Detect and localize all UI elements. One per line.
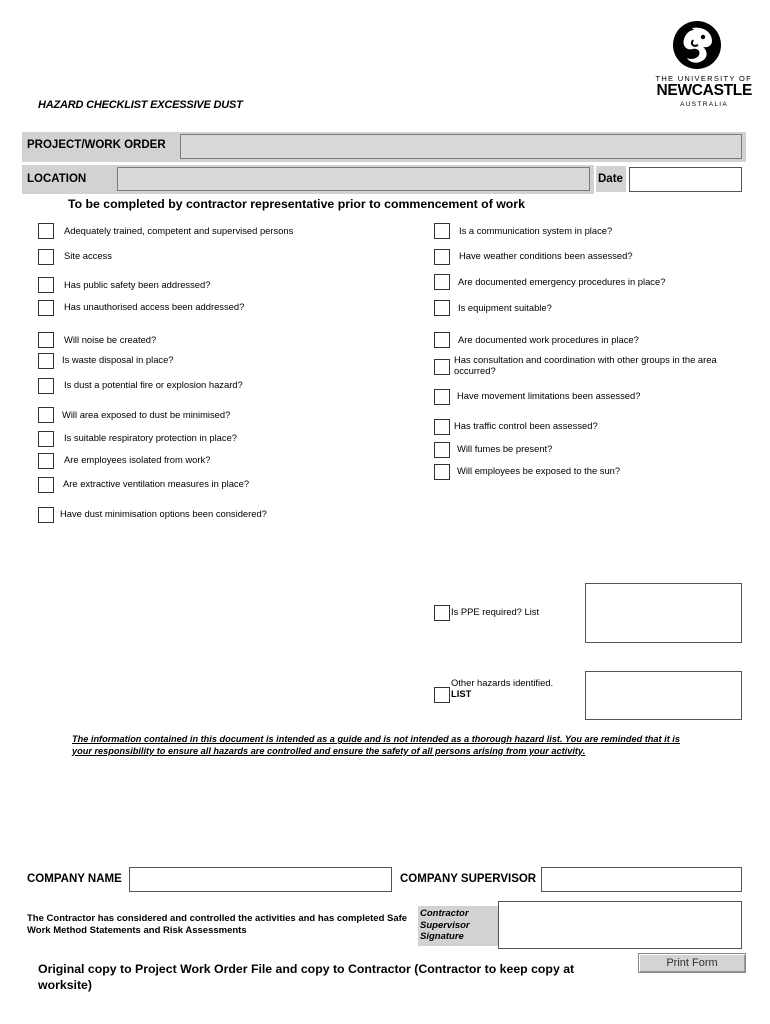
question-fire-explosion: Is dust a potential fire or explosion hazard? [64, 379, 243, 390]
checkbox-weather[interactable] [434, 249, 450, 265]
supervisor-signature-field[interactable] [498, 901, 742, 949]
checkbox-noise[interactable] [38, 332, 54, 348]
question-work-procedures: Are documented work procedures in place? [458, 334, 639, 345]
signature-label-line-1: Contractor [420, 908, 469, 919]
checkbox-waste-disposal[interactable] [38, 353, 54, 369]
checkbox-emergency-procedures[interactable] [434, 274, 450, 290]
question-site-access: Site access [64, 250, 112, 261]
checkbox-work-procedures[interactable] [434, 332, 450, 348]
signature-label [420, 908, 500, 943]
question-area-exposed: Will area exposed to dust be minimised? [62, 409, 231, 420]
checkbox-communication[interactable] [434, 223, 450, 239]
company-supervisor-input[interactable] [541, 867, 742, 892]
logo-line-3: AUSTRALIA [680, 101, 728, 108]
disclaimer-text: The information contained in this document is intended as a guide and is not intended as a thorough hazard list. You are reminded that it is your responsibility to ensure all hazards are controlled and ensure the safety of all persons arising from your activity. [72, 734, 680, 756]
checkbox-extractive-ventilation[interactable] [38, 477, 54, 493]
company-supervisor-label: COMPANY SUPERVISOR [400, 873, 537, 885]
company-name-input[interactable] [129, 867, 392, 892]
seahorse-logo-icon [672, 20, 724, 70]
document-title: HAZARD CHECKLIST EXCESSIVE DUST [38, 99, 243, 111]
checkbox-area-exposed[interactable] [38, 407, 54, 423]
checkbox-trained-persons[interactable] [38, 223, 54, 239]
question-employees-isolated: Are employees isolated from work? [64, 454, 211, 465]
question-extractive-ventilation: Are extractive ventilation measures in place? [63, 478, 250, 489]
question-respiratory: Is suitable respiratory protection in place? [64, 432, 238, 443]
question-waste-disposal: Is waste disposal in place? [62, 354, 174, 365]
other-hazards-label: Other hazards identified. [451, 677, 554, 688]
checkbox-employees-isolated[interactable] [38, 453, 54, 469]
checkbox-ppe[interactable] [434, 605, 450, 621]
question-unauthorised-access: Has unauthorised access been addressed? [64, 301, 245, 312]
checkbox-unauthorised-access[interactable] [38, 300, 54, 316]
company-name-label: COMPANY NAME [27, 873, 122, 885]
question-equipment: Is equipment suitable? [458, 302, 552, 313]
checkbox-fumes[interactable] [434, 442, 450, 458]
checkbox-site-access[interactable] [38, 249, 54, 265]
location-input[interactable] [117, 167, 590, 191]
question-sun-exposure: Will employees be exposed to the sun? [457, 465, 621, 476]
project-label: PROJECT/WORK ORDER [27, 139, 166, 151]
location-label: LOCATION [27, 173, 87, 185]
question-communication: Is a communication system in place? [459, 225, 613, 236]
question-emergency-procedures: Are documented emergency procedures in place? [458, 276, 666, 287]
ppe-list-textarea[interactable] [585, 583, 742, 643]
checkbox-fire-explosion[interactable] [38, 378, 54, 394]
question-weather: Have weather conditions been assessed? [459, 250, 633, 261]
checkbox-consultation[interactable] [434, 359, 450, 375]
question-dust-minimisation: Have dust minimisation options been considered? [60, 508, 267, 519]
checkbox-movement-limitations[interactable] [434, 389, 450, 405]
logo-line-2: NEWCASTLE [656, 82, 752, 99]
checkbox-other-hazards[interactable] [434, 687, 450, 703]
footer-note: Original copy to Project Work Order File and copy to Contractor (Contractor to keep copy at worksite) [38, 962, 575, 992]
question-consultation: Has consultation and coordination with other groups in the area occurred? [454, 354, 717, 376]
date-input[interactable] [629, 167, 742, 192]
checkbox-dust-minimisation[interactable] [38, 507, 54, 523]
signature-label-line-3: Signature [420, 931, 464, 942]
question-traffic-control: Has traffic control been assessed? [454, 420, 598, 431]
checkbox-sun-exposure[interactable] [434, 464, 450, 480]
checkbox-equipment[interactable] [434, 300, 450, 316]
question-fumes: Will fumes be present? [457, 443, 553, 454]
project-work-order-input[interactable] [180, 134, 742, 159]
checkbox-respiratory[interactable] [38, 431, 54, 447]
instruction-text: To be completed by contractor representative prior to commencement of work [68, 197, 525, 211]
print-form-button[interactable]: Print Form [638, 953, 746, 973]
logo-line-1: THE UNIVERSITY OF [655, 74, 752, 83]
checkbox-public-safety[interactable] [38, 277, 54, 293]
question-public-safety: Has public safety been addressed? [64, 279, 211, 290]
question-trained-persons: Adequately trained, competent and supervised persons [64, 225, 294, 236]
question-movement-limitations: Have movement limitations been assessed? [457, 390, 641, 401]
checkbox-traffic-control[interactable] [434, 419, 450, 435]
signature-label-line-2: Supervisor [420, 919, 470, 931]
university-logo [640, 20, 752, 115]
other-hazards-list-label: LIST [451, 688, 472, 699]
question-noise: Will noise be created? [64, 334, 157, 345]
declaration-text: The Contractor has considered and controlled the activities and has completed Safe Work Method Statements and Risk Assessments [27, 913, 408, 936]
question-ppe: Is PPE required? List [451, 606, 540, 617]
date-label: Date [598, 173, 623, 185]
other-hazards-textarea[interactable] [585, 671, 742, 720]
